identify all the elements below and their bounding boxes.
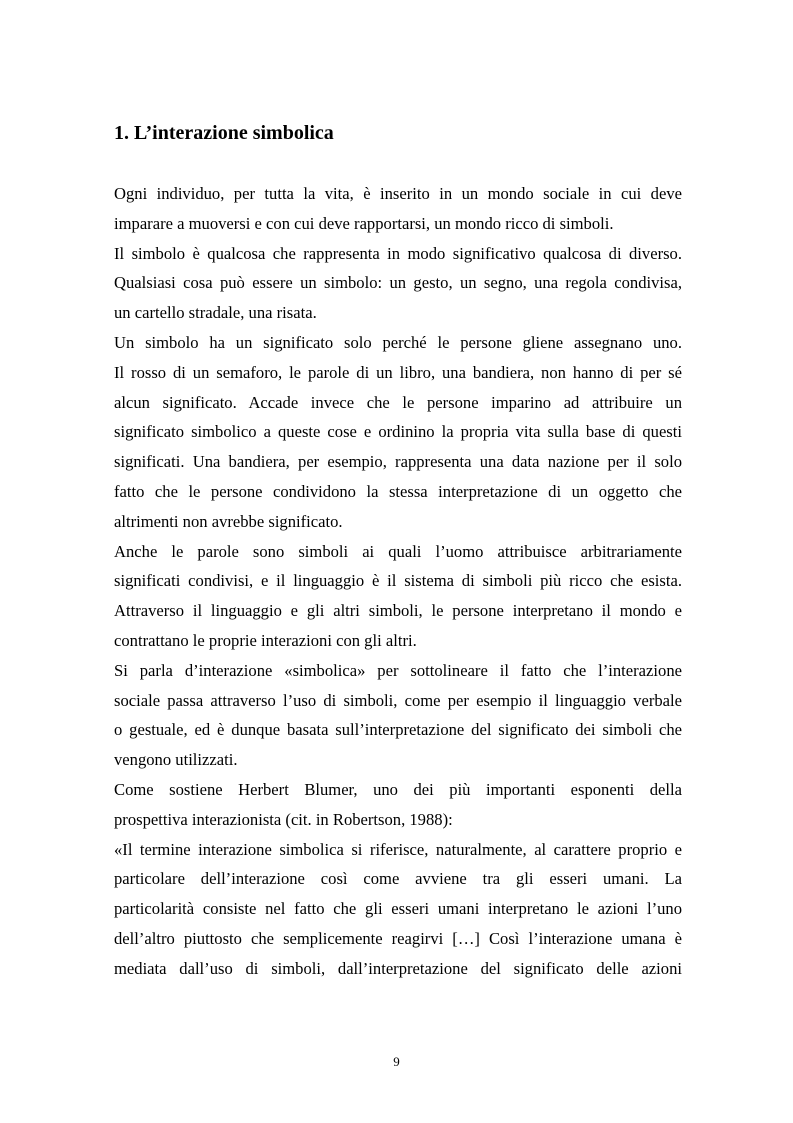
text-line: significato simbolico a queste cose e ordinino la propria vita sulla base di questi xyxy=(114,422,682,442)
text-line: o gestuale, ed è dunque basata sull’interpretazione del significato dei simboli che xyxy=(114,720,682,740)
text-line: particolare dell’interazione così come avviene tra gli esseri umani. La xyxy=(114,869,682,889)
text-line: dell’altro piuttosto che semplicemente reagirvi […] Così l’interazione umana è xyxy=(114,928,682,948)
text-line: fatto che le persone condividono la stessa interpretazione di un oggetto che xyxy=(114,481,682,501)
text-line: Ogni individuo, per tutta la vita, è inserito in un mondo sociale in cui deve xyxy=(114,184,682,203)
text-line: alcun significato. Accade invece che le persone imparino ad attribuire un xyxy=(114,392,682,412)
body-text xyxy=(114,179,682,984)
text-line: particolarità consiste nel fatto che gli esseri umani interpretano le azioni l’uno xyxy=(114,899,682,919)
text-line: Anche le parole sono simboli ai quali l’uomo attribuisce arbitrariamente xyxy=(114,541,682,561)
text-line: «Il termine interazione simbolica si riferisce, naturalmente, al carattere proprio e xyxy=(114,839,682,859)
page-number: 9 xyxy=(393,1054,400,1069)
text-line: contrattano le proprie interazioni con gli altri. xyxy=(114,630,417,650)
text-line: un cartello stradale, una risata. xyxy=(114,303,317,323)
text-line: Un simbolo ha un significato solo perché le persone gliene assegnano uno. xyxy=(114,332,682,352)
text-line: vengono utilizzati. xyxy=(114,750,238,770)
text-line: significati. Una bandiera, per esempio, rappresenta una data nazione per il solo xyxy=(114,452,682,472)
text-line: Come sostiene Herbert Blumer, uno dei più importanti esponenti della xyxy=(114,779,682,799)
text-line: Attraverso il linguaggio e gli altri simboli, le persone interpretano il mondo e xyxy=(114,601,682,621)
text-line: mediata dall’uso di simboli, dall’interpretazione del significato delle azioni xyxy=(114,958,682,978)
text-line: Si parla d’interazione «simbolica» per sottolineare il fatto che l’interazione xyxy=(114,660,682,680)
text-line: Il rosso di un semaforo, le parole di un libro, una bandiera, non hanno di per sé xyxy=(114,362,682,382)
chapter-heading: 1. L’interazione simbolica xyxy=(114,122,334,144)
text-line: Il simbolo è qualcosa che rappresenta in modo significativo qualcosa di diverso. xyxy=(114,243,682,263)
text-line: sociale passa attraverso l’uso di simboli, come per esempio il linguaggio verbale xyxy=(114,690,682,710)
text-line: prospettiva interazionista (cit. in Robertson, 1988): xyxy=(114,809,453,829)
text-line: significati condivisi, e il linguaggio è il sistema di simboli più ricco che esista. xyxy=(114,571,682,591)
text-line: Qualsiasi cosa può essere un simbolo: un gesto, un segno, una regola condivisa, xyxy=(114,273,682,293)
text-line: altrimenti non avrebbe significato. xyxy=(114,511,343,531)
text-line: imparare a muoversi e con cui deve rapportarsi, un mondo ricco di simboli. xyxy=(114,213,614,233)
